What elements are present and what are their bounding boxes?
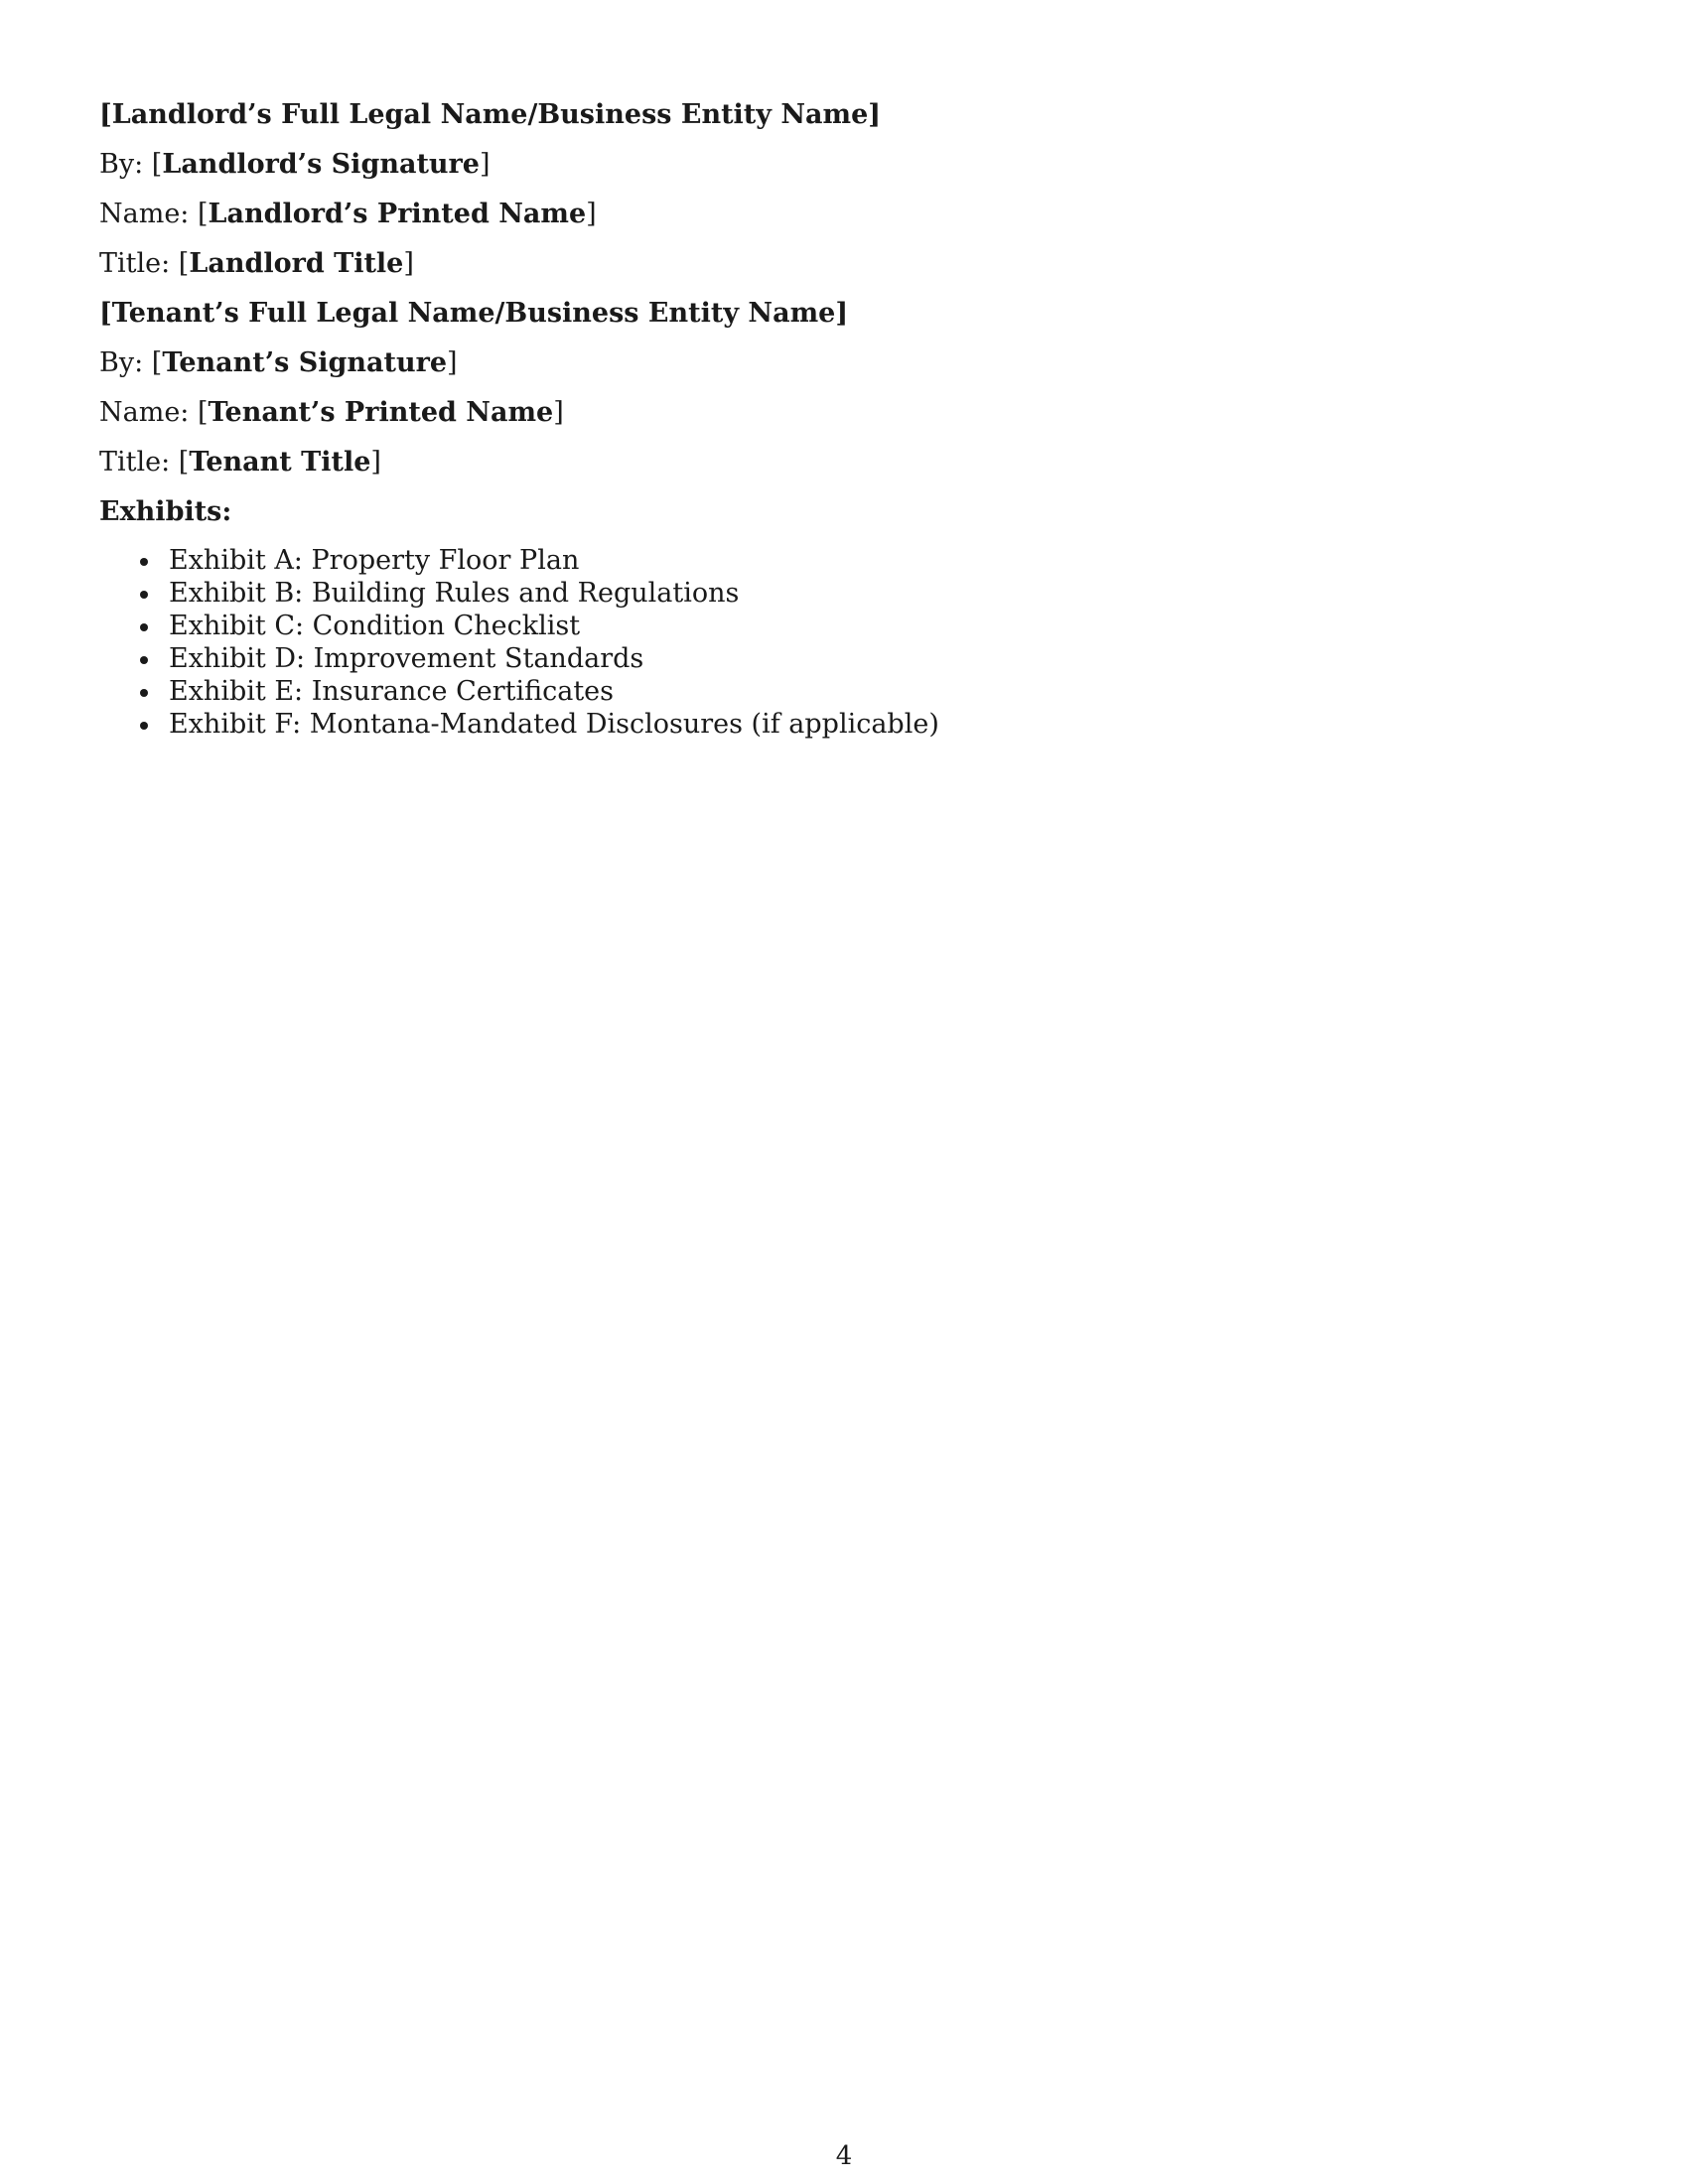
- tenant-name-line: Name: [Tenant’s Printed Name]: [99, 397, 564, 428]
- tenant-title-line: Title: [Tenant Title]: [99, 447, 381, 478]
- tenant-title-label: Title:: [99, 447, 179, 478]
- exhibits-heading-text: Exhibits:: [99, 496, 232, 527]
- landlord-title-line: Title: [Landlord Title]: [99, 248, 414, 279]
- exhibit-item-c-text: Exhibit C: Condition Checklist: [169, 611, 581, 641]
- exhibit-item-d: [99, 642, 1589, 675]
- landlord-signature-placeholder: Landlord’s Signature: [162, 149, 480, 180]
- bullet-icon: [140, 623, 148, 631]
- landlord-title-placeholder: Landlord Title: [189, 248, 404, 279]
- tenant-printed-name-placeholder: Tenant’s Printed Name: [208, 397, 554, 428]
- landlord-title-label: Title:: [99, 248, 179, 279]
- page-content: [99, 97, 1589, 741]
- exhibits-heading: [99, 494, 1589, 530]
- exhibit-item-d-text: Exhibit D: Improvement Standards: [169, 643, 644, 674]
- exhibit-item-f-text: Exhibit F: Montana-Mandated Disclosures (if applicable): [169, 709, 939, 740]
- landlord-name-line: Name: [Landlord’s Printed Name]: [99, 199, 597, 229]
- tenant-name-label: Name:: [99, 397, 198, 428]
- bullet-icon: [140, 591, 148, 599]
- tenant-title-placeholder: Tenant Title: [189, 447, 371, 478]
- exhibit-item-b: [99, 577, 1589, 610]
- exhibit-item-e: [99, 675, 1589, 708]
- exhibit-item-c: [99, 610, 1589, 642]
- exhibit-item-b-text: Exhibit B: Building Rules and Regulations: [169, 578, 740, 609]
- bullet-icon: [140, 558, 148, 566]
- tenant-by-label: By:: [99, 347, 152, 378]
- exhibit-item-e-text: Exhibit E: Insurance Certificates: [169, 676, 615, 707]
- landlord-printed-name-placeholder: Landlord’s Printed Name: [208, 199, 587, 229]
- page-number: 4: [835, 2141, 853, 2171]
- bullet-icon: [140, 722, 148, 730]
- landlord-name-label: Name:: [99, 199, 198, 229]
- tenant-entity-name: [99, 296, 1589, 332]
- tenant-entity-name-text: [Tenant’s Full Legal Name/Business Entity Name]: [99, 298, 849, 329]
- tenant-by-line: By: [Tenant’s Signature]: [99, 347, 458, 378]
- bullet-icon: [140, 656, 148, 664]
- landlord-by-line: By: [Landlord’s Signature]: [99, 149, 491, 180]
- exhibit-item-f: [99, 708, 1589, 741]
- landlord-entity-name-text: [Landlord’s Full Legal Name/Business Entity Name]: [99, 99, 882, 130]
- landlord-by-label: By:: [99, 149, 152, 180]
- bullet-icon: [140, 689, 148, 697]
- landlord-entity-name: [99, 97, 1589, 133]
- exhibit-item-a: [99, 544, 1589, 577]
- tenant-signature-placeholder: Tenant’s Signature: [162, 347, 447, 378]
- exhibit-item-a-text: Exhibit A: Property Floor Plan: [169, 545, 580, 576]
- exhibits-list: [99, 544, 1589, 741]
